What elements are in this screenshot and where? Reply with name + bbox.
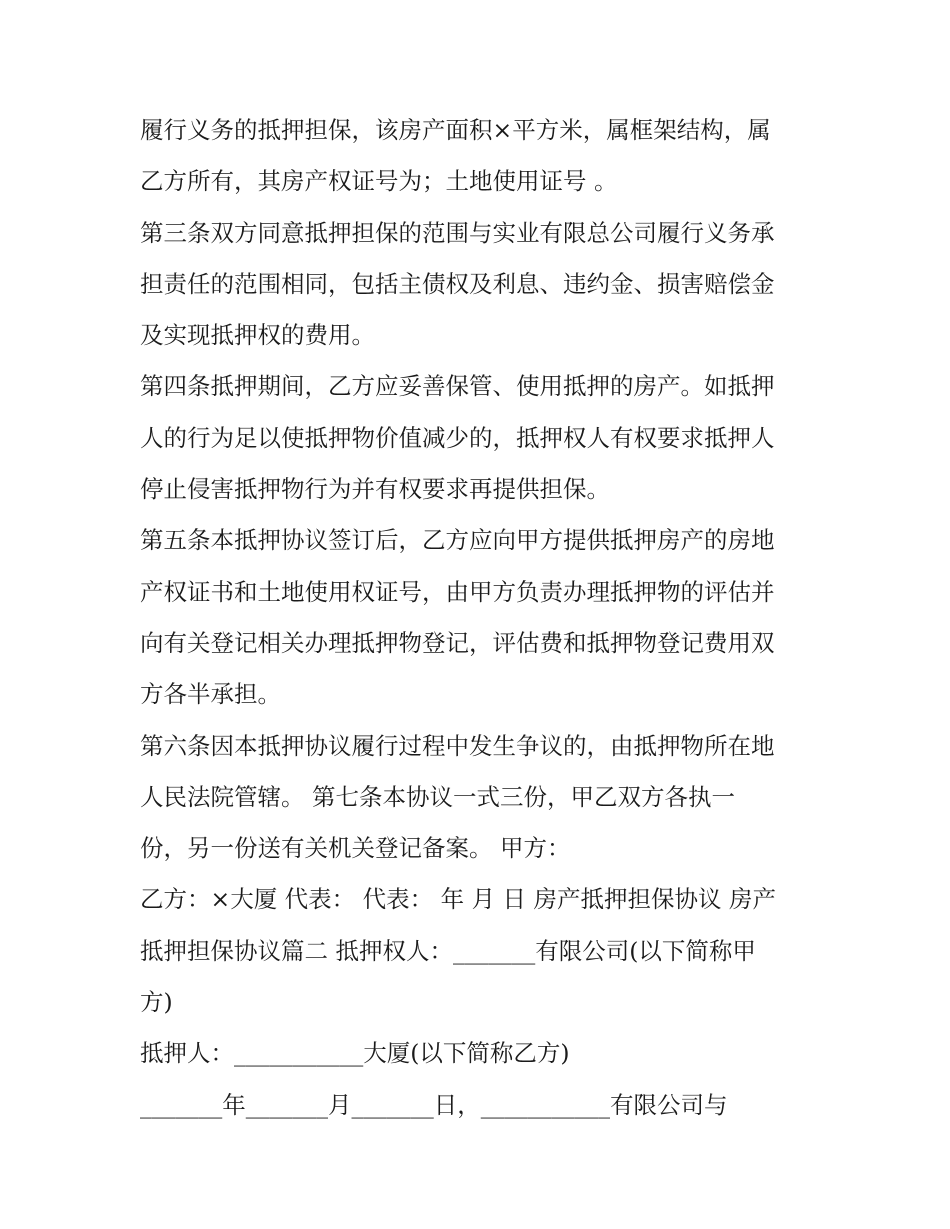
document-body [140, 105, 820, 1131]
text-line: 第四条抵押期间，乙方应妥善保管、使用抵押的房产。如抵押 [140, 372, 775, 401]
text-line: 第三条双方同意抵押担保的范围与实业有限总公司履行义务承 [140, 218, 775, 247]
text-line: 抵押担保协议篇二 抵押权人：_______有限公司(以下简称甲 [140, 936, 756, 965]
text-line: 及实现抵押权的费用。 [140, 321, 375, 350]
text-line: 产权证书和土地使用权证号，由甲方负责办理抵押物的评估并 [140, 577, 775, 606]
text-line: 乙方所有，其房产权证号为；土地使用证号 。 [140, 167, 618, 196]
text-line: 向有关登记相关办理抵押物登记，评估费和抵押物登记费用双 [140, 628, 775, 657]
text-line: _______年_______月_______日，___________有限公司与 [140, 1090, 728, 1119]
text-line: 停止侵害抵押物行为并有权要求再提供担保。 [140, 475, 610, 504]
text-line: 方各半承担。 [140, 680, 281, 709]
text-line: 乙方：×大厦 代表： 代表： 年 月 日 房产抵押担保协议 房产 [140, 885, 776, 914]
text-line: 抵押人：___________大厦(以下简称乙方) [140, 1039, 570, 1068]
text-line: 人民法院管辖。 第七条本协议一式三份，甲乙双方各执一 [140, 782, 735, 811]
text-line: 份，另一份送有关机关登记备案。 甲方： [140, 834, 571, 863]
text-line: 方) [140, 988, 173, 1017]
text-line: 人的行为足以使抵押物价值减少的，抵押权人有权要求抵押人 [140, 423, 775, 452]
text-line: 担责任的范围相同，包括主债权及利息、违约金、损害赔偿金 [140, 269, 775, 298]
text-line: 第五条本抵押协议签订后，乙方应向甲方提供抵押房产的房地 [140, 526, 775, 555]
text-line: 履行义务的抵押担保，该房产面积×平方米，属框架结构，属 [140, 116, 771, 144]
text-line: 第六条因本抵押协议履行过程中发生争议的，由抵押物所在地 [140, 731, 775, 760]
